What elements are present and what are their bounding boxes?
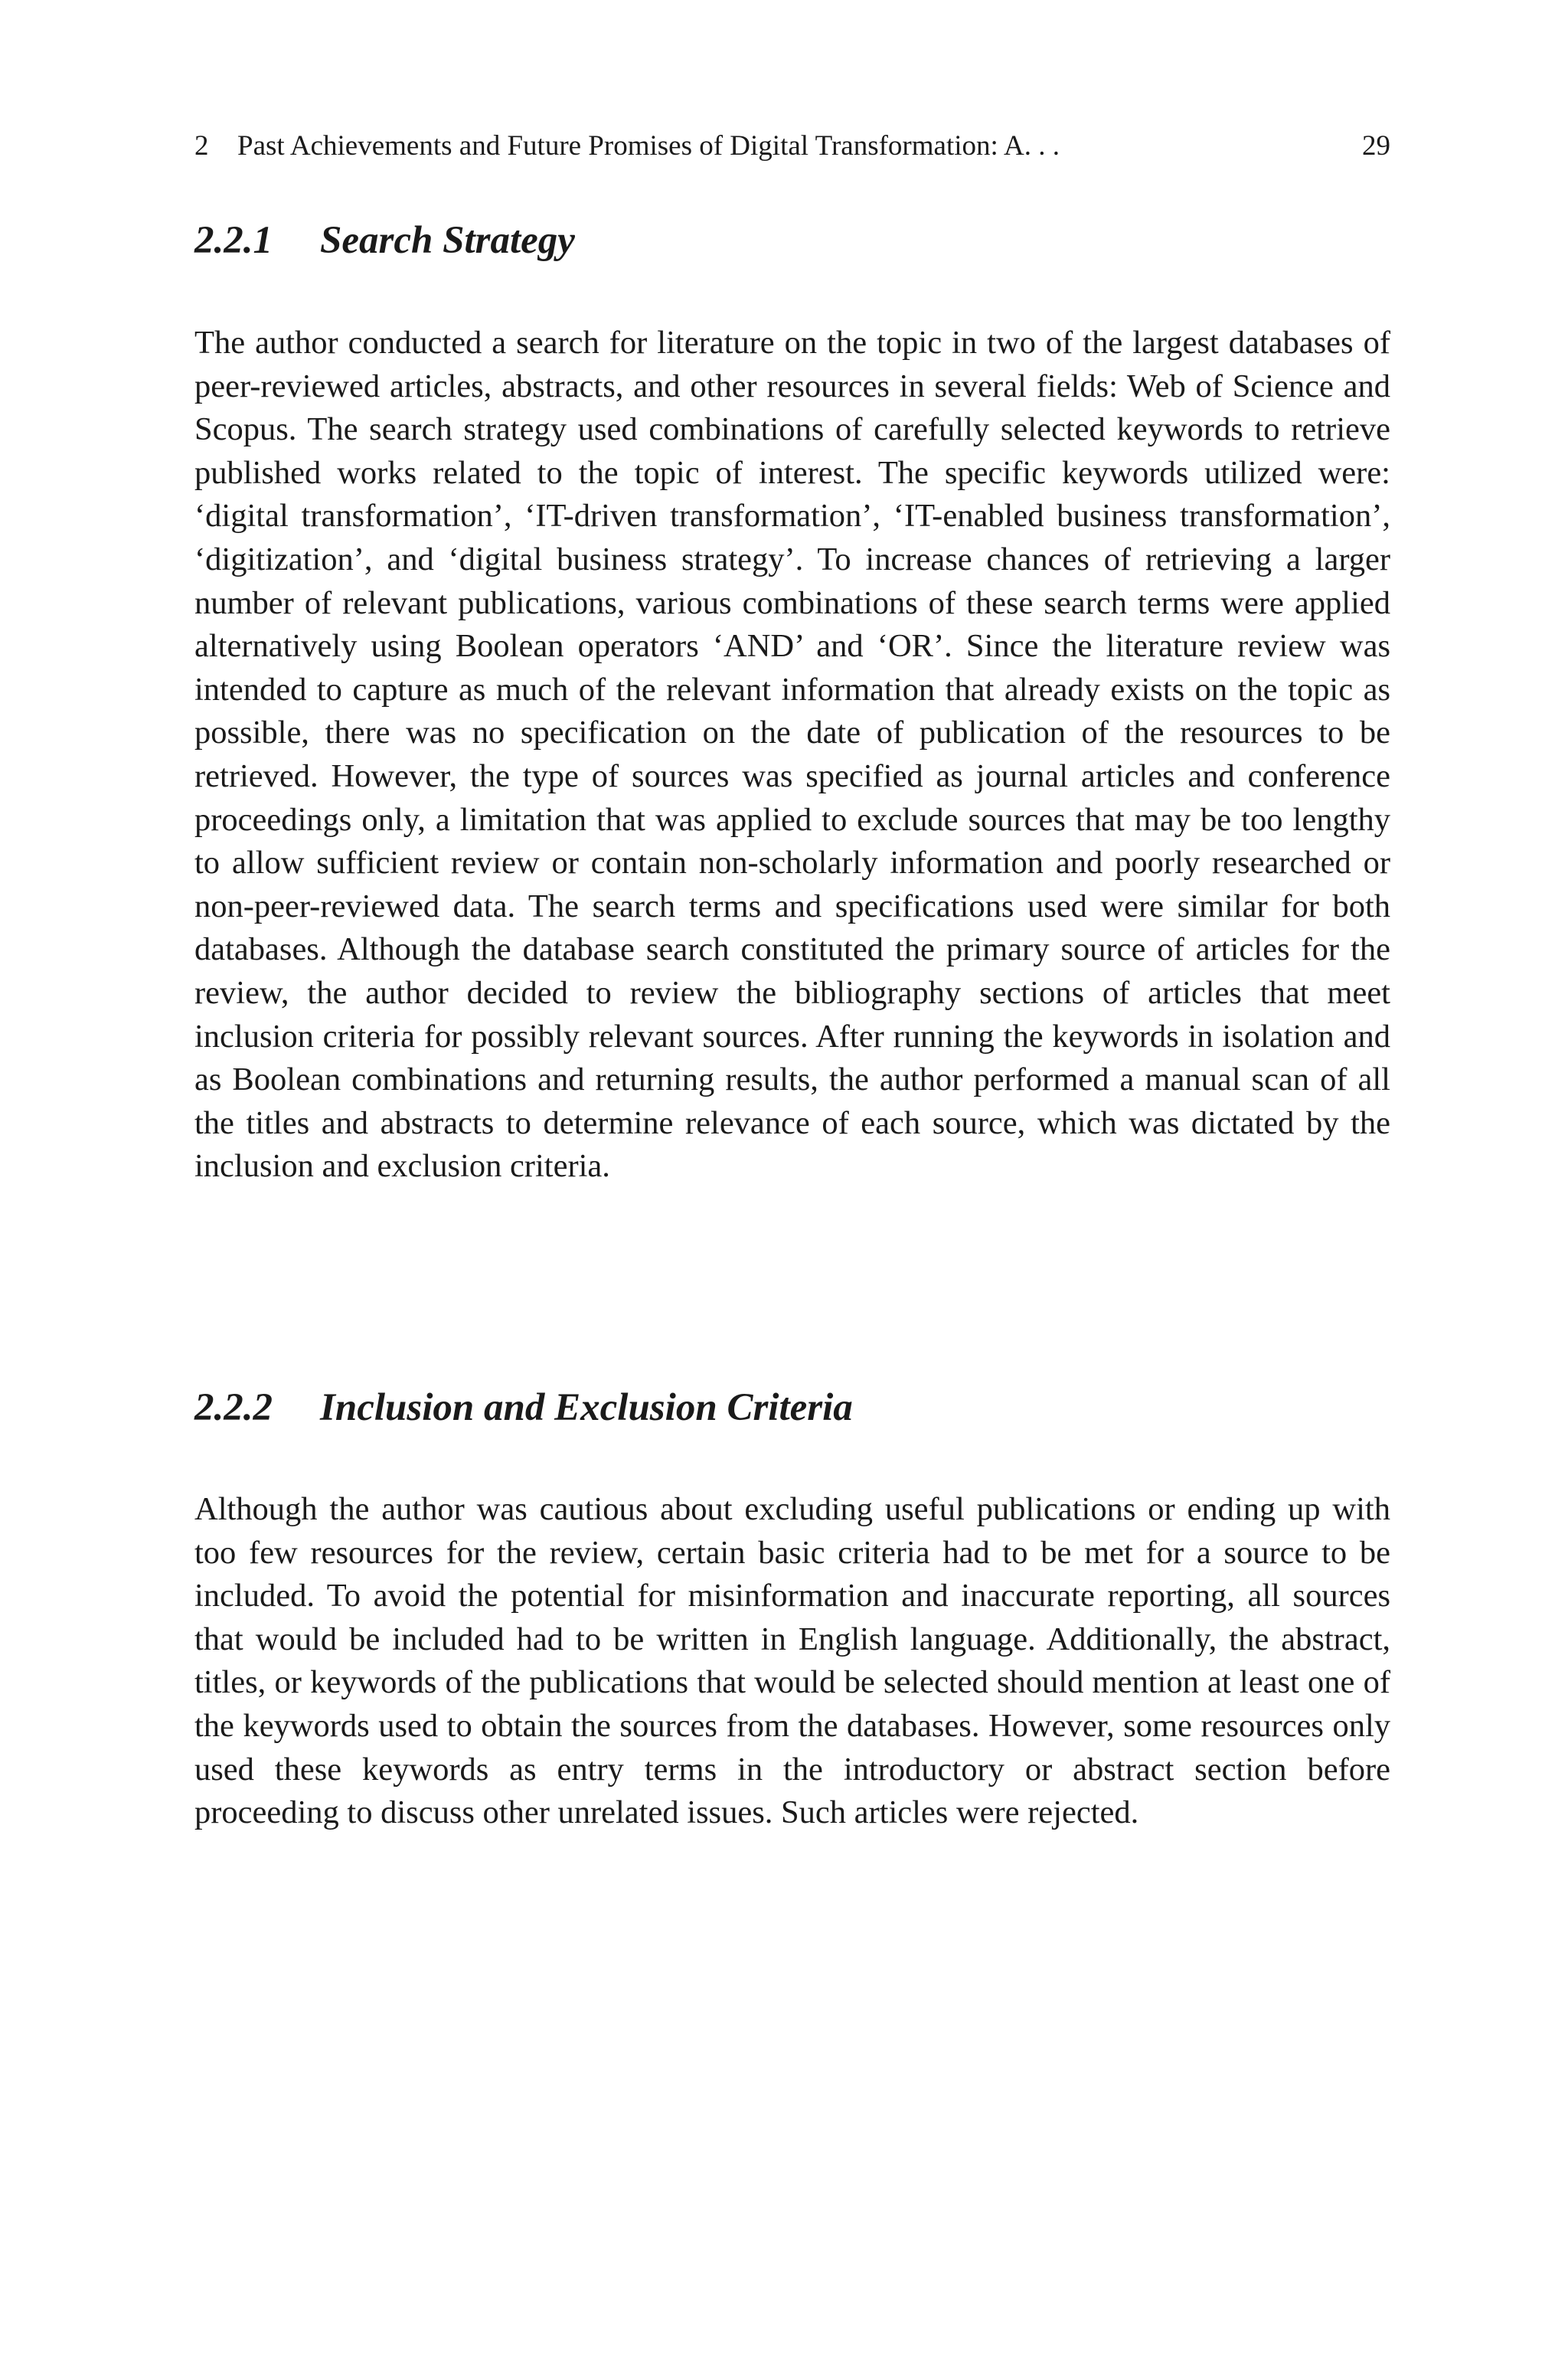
section-number: 2.2.2 xyxy=(194,1386,273,1429)
running-head-chapter-title: Past Achievements and Future Promises of Digital Transformation: A. . . xyxy=(237,130,1060,162)
paragraph-search-strategy: The author conducted a search for literature on the topic in two of the largest databases of peer-reviewed articles, abstracts, and other resources in several fields: Web of Science and Scopus. The search strategy used combinations of carefully selected keywords to retrieve published works related to the topic of interest. The specific keywords utilized were: ‘digital transformation’, ‘IT-driven transformation’, ‘IT-enabled business transformation’, ‘digitization’, and ‘digital business strategy’. To increase chances of retrieving a larger number of relevant publications, various combinations of these search terms were applied alternatively using Boolean operators ‘AND’ and ‘OR’. Since the literature review was intended to capture as much of the relevant information that already exists on the topic as possible, there was no specification on the date of publication of the resources to be retrieved. However, the type of sources was specified as journal articles and conference proceedings only, a limitation that was applied to exclude sources that may be too lengthy to allow sufficient review or contain non-scholarly information and poorly researched or non-peer-reviewed data. The search terms and specifications used were similar for both databases. Although the database search constituted the primary source of articles for the review, the author decided to review the bibliography sections of articles that meet inclusion criteria for possibly relevant sources. After running the keywords in isolation and as Boolean combinations and returning results, the author performed a manual scan of all the titles and abstracts to determine relevance of each source, which was dictated by the inclusion and exclusion criteria. xyxy=(194,325,1390,1185)
page-number: 29 xyxy=(1362,130,1390,162)
section-heading-search-strategy xyxy=(194,216,575,265)
running-head-chapter-number: 2 xyxy=(194,130,209,162)
section-title: Search Strategy xyxy=(320,219,575,262)
section-heading-inclusion-exclusion xyxy=(194,1383,853,1432)
section-number: 2.2.1 xyxy=(194,219,273,262)
paragraph-inclusion-exclusion: Although the author was cautious about excluding useful publications or ending up with too few resources for the review, certain basic criteria had to be met for a source to be included. To avoid the potential for misinformation and inaccurate reporting, all sources that would be included had to be written in English language. Additionally, the abstract, titles, or keywords of the publications that would be selected should mention at least one of the keywords used to obtain the sources from the databases. However, some resources only used these keywords as entry terms in the introductory or abstract section before proceeding to discuss other unrelated issues. Such articles were rejected. xyxy=(194,1491,1390,1831)
section-title: Inclusion and Exclusion Criteria xyxy=(320,1386,853,1429)
running-head xyxy=(194,127,1390,165)
